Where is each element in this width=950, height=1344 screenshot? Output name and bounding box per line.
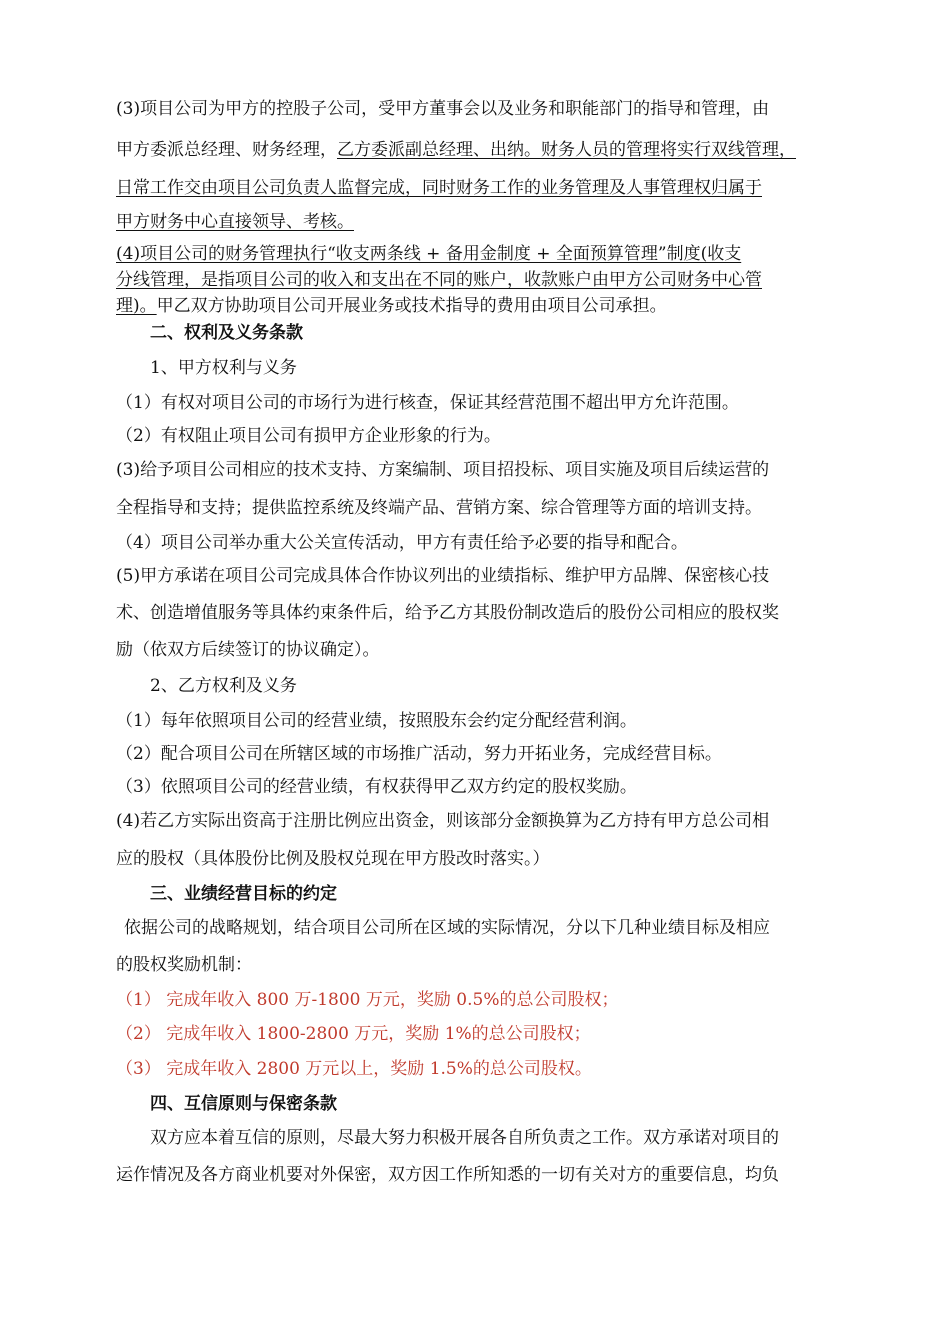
party-b-item-1: （1）每年依照项目公司的经营业绩，按照股东会约定分配经营利润。 xyxy=(116,711,637,731)
party-a-item-2: （2）有权阻止项目公司有损甲方企业形象的行为。 xyxy=(116,426,501,446)
p3-line-1: (3)项目公司为甲方的控股子公司，受甲方董事会以及业务和职能部门的指导和管理，由 xyxy=(116,99,770,119)
target-1: （1） 完成年收入 800 万-1800 万元，奖励 0.5%的总公司股权； xyxy=(116,990,619,1010)
party-a-subheading: 1、甲方权利与义务 xyxy=(150,358,297,378)
target-3: （3） 完成年收入 2800 万元以上，奖励 1.5%的总公司股权。 xyxy=(116,1059,592,1079)
p4-line-1: (4)项目公司的财务管理执行“收支两条线 + 备用金制度 + 全面预算管理”制度(收支 xyxy=(116,244,742,264)
party-a-item-1: （1）有权对项目公司的市场行为进行核查，保证其经营范围不超出甲方允许范围。 xyxy=(116,393,739,413)
party-b-item-2: （2）配合项目公司在所辖区域的市场推广活动，努力开拓业务，完成经营目标。 xyxy=(116,744,722,764)
party-a-item-5-line-1: (5)甲方承诺在项目公司完成具体合作协议列出的业绩指标、维护甲方品牌、保密核心技 xyxy=(116,566,770,586)
p3-line-2b: 乙方委派副总经理、出纳。财务人员的管理将实行双线管理， xyxy=(337,140,796,160)
p4-line-3 xyxy=(116,296,667,316)
p3-line-2 xyxy=(116,140,796,160)
party-a-item-3-line-2: 全程指导和支持；提供监控系统及终端产品、营销方案、综合管理等方面的培训支持。 xyxy=(116,498,762,518)
p3-line-3: 日常工作交由项目公司负责人监督完成，同时财务工作的业务管理及人事管理权归属于 xyxy=(116,178,762,198)
p4-line-3b: 甲乙双方协助项目公司开展业务或技术指导的费用由项目公司承担。 xyxy=(156,296,667,316)
section-3-intro-line-1: 依据公司的战略规划，结合项目公司所在区域的实际情况，分以下几种业绩目标及相应 xyxy=(124,918,770,938)
party-b-item-4-line-2: 应的股权（具体股份比例及股权兑现在甲方股改时落实。） xyxy=(116,849,550,869)
p3-line-2a: 甲方委派总经理、财务经理， xyxy=(116,140,337,160)
section-3-heading: 三、业绩经营目标的约定 xyxy=(150,884,337,904)
target-2: （2） 完成年收入 1800-2800 万元，奖励 1%的总公司股权； xyxy=(116,1024,591,1044)
section-4-line-2: 运作情况及各方商业机要对外保密，双方因工作所知悉的一切有关对方的重要信息，均负 xyxy=(116,1165,779,1185)
p4-line-3a: 理)。 xyxy=(116,296,157,316)
party-b-item-3: （3）依照项目公司的经营业绩，有权获得甲乙双方约定的股权奖励。 xyxy=(116,777,637,797)
party-a-item-5-line-3: 励（依双方后续签订的协议确定）。 xyxy=(116,640,380,660)
party-b-item-4-line-1: (4)若乙方实际出资高于注册比例应出资金，则该部分金额换算为乙方持有甲方总公司相 xyxy=(116,811,770,831)
party-b-subheading: 2、乙方权利及义务 xyxy=(150,676,297,696)
p3-line-4: 甲方财务中心直接领导、考核。 xyxy=(116,212,354,232)
party-a-item-4: （4）项目公司举办重大公关宣传活动，甲方有责任给予必要的指导和配合。 xyxy=(116,533,688,553)
section-4-line-1: 双方应本着互信的原则，尽最大努力积极开展各自所负责之工作。双方承诺对项目的 xyxy=(150,1128,779,1148)
section-2-heading: 二、权利及义务条款 xyxy=(150,323,303,343)
p4-line-2: 分线管理，是指项目公司的收入和支出在不同的账户，收款账户由甲方公司财务中心管 xyxy=(116,270,762,290)
party-a-item-5-line-2: 术、创造增值服务等具体约束条件后，给予乙方其股份制改造后的股份公司相应的股权奖 xyxy=(116,603,779,623)
section-3-intro-line-2: 的股权奖励机制： xyxy=(116,955,252,975)
section-4-heading: 四、互信原则与保密条款 xyxy=(150,1094,337,1114)
party-a-item-3-line-1: (3)给予项目公司相应的技术支持、方案编制、项目招投标、项目实施及项目后续运营的 xyxy=(116,460,770,480)
